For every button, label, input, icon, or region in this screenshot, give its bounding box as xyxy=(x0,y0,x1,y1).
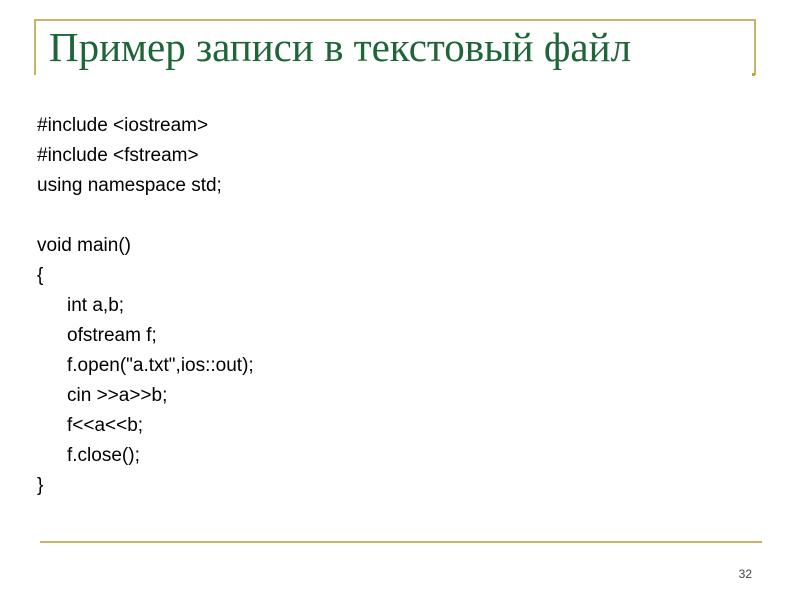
code-line: cin >>a>>b; xyxy=(67,385,168,406)
code-line: f<<a<<b; xyxy=(67,415,144,436)
frame-corner-dot xyxy=(752,73,755,76)
code-line: #include <iostream> xyxy=(37,115,209,136)
frame-left-line xyxy=(34,19,36,75)
code-line: using namespace std; xyxy=(37,175,222,196)
code-block xyxy=(37,111,737,501)
code-line: ofstream f; xyxy=(67,325,157,346)
footer-divider xyxy=(40,541,762,543)
code-line: int a,b; xyxy=(67,295,125,316)
code-line: f.close(); xyxy=(67,445,140,466)
code-line: { xyxy=(37,265,44,286)
code-line: f.open("a.txt",ios::out); xyxy=(67,355,254,376)
code-line: #include <fstream> xyxy=(37,145,199,166)
code-line: void main() xyxy=(37,235,131,256)
page-number: 32 xyxy=(738,567,752,581)
code-line xyxy=(37,201,737,231)
frame-top-line xyxy=(34,19,756,21)
slide-title: Пример записи в текстовый файл xyxy=(49,24,632,70)
code-line: } xyxy=(37,475,44,496)
frame-right-line xyxy=(754,19,756,75)
